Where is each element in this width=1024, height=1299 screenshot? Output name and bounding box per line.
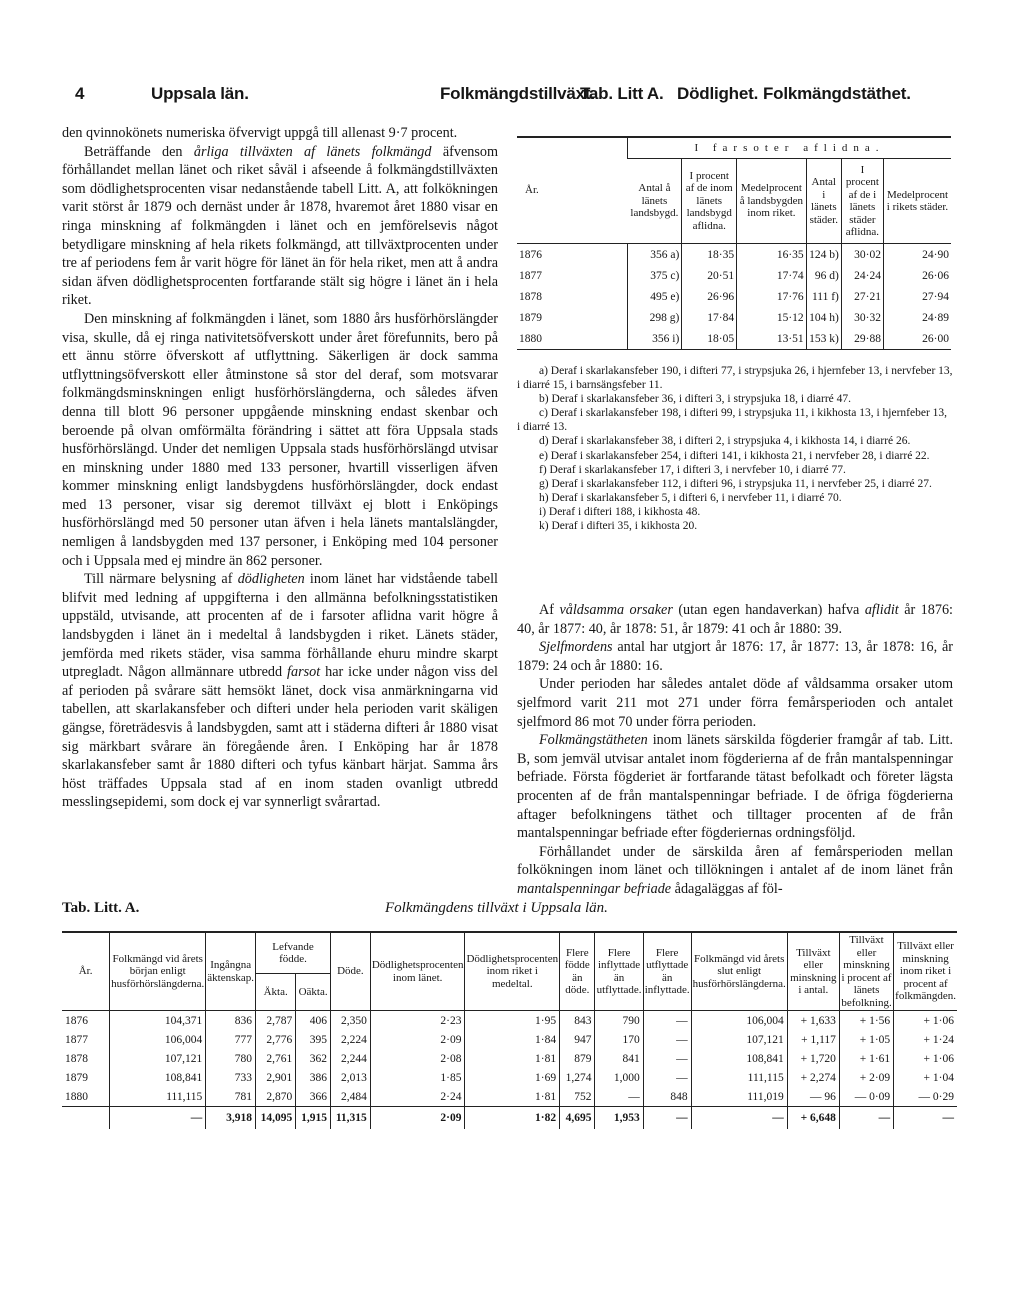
table-cell: 2,224 (330, 1030, 370, 1049)
table-row (62, 1068, 957, 1087)
table-label: Tab. Litt. A. (62, 900, 140, 916)
right-column (517, 601, 953, 899)
table-cell: 362 (296, 1049, 331, 1068)
table-cell: — 0·29 (894, 1087, 957, 1107)
table-cell: 366 (296, 1087, 331, 1107)
table-row (517, 265, 951, 286)
table-cell: 104 h) (806, 307, 841, 328)
table-cell: 30·32 (841, 307, 883, 328)
table-cell: — (643, 1049, 691, 1068)
table-cell: 107,121 (110, 1049, 206, 1068)
column-header: Oäkta. (296, 974, 331, 1011)
column-header: Medelprocent å landsbygden inom riket. (737, 159, 807, 244)
column-header-year: År. (62, 932, 110, 1011)
footnote: f) Deraf i skarlakansfeber 17, i difteri 3, i nervfeber 10, i diarré 77. (539, 463, 846, 476)
table-cell: 781 (206, 1087, 256, 1107)
table-cell: 20·51 (682, 265, 737, 286)
page-number: 4 (75, 84, 85, 103)
footnote: d) Deraf i skarlakansfeber 38, i difteri 2, i strypsjuka 4, i kikhosta 14, i diarré 26. (539, 435, 911, 448)
column-header: Antal i länets städer. (806, 159, 841, 244)
table-cell: 24·89 (883, 307, 951, 328)
year-cell: 1880 (65, 1090, 88, 1103)
footnote: k) Deraf i difteri 35, i kikhosta 20. (539, 520, 698, 533)
table-row (62, 1011, 957, 1031)
table-title: Folkmängdens tillväxt i Uppsala län. (385, 900, 608, 916)
tab-reference: Tab. Litt A. (580, 84, 664, 103)
table-cell: 733 (206, 1068, 256, 1087)
table-cell: 2,901 (256, 1068, 296, 1087)
table-cell: 2,870 (256, 1087, 296, 1107)
table-cell: 841 (595, 1049, 643, 1068)
table-cell: 17·84 (682, 307, 737, 328)
table-cell: 2,484 (330, 1087, 370, 1107)
table-cell: 836 (206, 1011, 256, 1031)
year-cell: 1880 (517, 328, 628, 350)
footnote: i) Deraf i difteri 188, i kikhosta 48. (539, 505, 701, 518)
table-cell: 96 d) (806, 265, 841, 286)
table-cell: 1·85 (370, 1068, 465, 1087)
table-row (62, 1087, 957, 1107)
column-header: I procent af de i länets städer aflidna. (841, 159, 883, 244)
table-cell: 356 i) (628, 328, 682, 350)
table-cell: 2,013 (330, 1068, 370, 1087)
table-cell: + 1,720 (787, 1049, 839, 1068)
table-cell: 107,121 (691, 1030, 787, 1049)
table-cell: — 0·09 (839, 1087, 893, 1107)
total-cell: — (839, 1107, 893, 1130)
table-cell: 879 (560, 1049, 595, 1068)
section-title: Folkmängdstillväxt. (440, 84, 595, 103)
table-cell: + 2·09 (839, 1068, 893, 1087)
table-cell: 947 (560, 1030, 595, 1049)
column-header: Tillväxt eller minskning i procent af länets befolkning. (841, 934, 892, 1009)
year-cell: 1877 (65, 1033, 88, 1046)
table-cell: 106,004 (110, 1030, 206, 1049)
table-cell: 30·02 (841, 244, 883, 266)
table-row (62, 1049, 957, 1068)
paragraph-growth: Beträffande den årliga tillväxten af länets folkmängd äfvensom förhållandet mellan länet och riket såväl i afseende å folkmängdstillväxten som dödlighetsprocenten visar nedanstående tabell Litt. A, att folkökningen varit störst år 1879 och dernäst under år 1878, hvaremot året 1880 visar en ringa minskning af folkmängden i länet och en jemförelsevis något betydligare minskning af hela rikets folkmängd, att tillväxtprocenten under tre af periodens fem år varit högre för länet än för hela riket, men att å andra sidan äfven dödlighetsprocenten fortfarande stält sig högre i länet än i hela riket. (62, 143, 498, 309)
paragraph-decrease: Den minskning af folkmängden i länet, som 1880 års husförhörslängder visa, skulle, då ej ringa nativitetsöfverskott under året förefunnits, bero på ett ännu större öfverskott af utflyttning. Säkerligen är dock samma utflyttningsöfverskott eller åtminstone så stor del deraf, som motsvarar folkmängdsminskningen enligt husförhörslängderna, och således äfven denna till blott 96 personer uppgående minskning endast skenbar och beroende på olvan omförmälta förändring i sättet att föra Uppsala stads husförhörslängd. Under det nemligen Uppsala stads husförhörslängd utvisar en minskning under 1880 med 133 personer, hvartill visserligen äfven kommer minskning enligt landsbygdens husförhörslängder, dock endast med 13 personer, visar sig deremot tillväxt ej blott i Enköpings husförhörslängd med 50 personer utan äfven i hela länets mantalslängder, nemligen å landsbygden med 137 personer, i Enköping med 104 personer och i Uppsala med ej mindre än 862 personer. (62, 310, 498, 569)
table-cell: 108,841 (691, 1049, 787, 1068)
column-header: Flere inflyttade än utflyttade. (595, 932, 643, 1011)
footnote: b) Deraf i skarlakansfeber 36, i difteri 3, i strypsjuka 18, i diarré 47. (539, 393, 851, 406)
table-cell: 111,115 (110, 1087, 206, 1107)
table-cell: 24·24 (841, 265, 883, 286)
table-cell: 1·81 (465, 1049, 560, 1068)
footnote: h) Deraf i skarlakansfeber 5, i difteri 6, i nervfeber 11, i diarré 70. (539, 491, 842, 504)
table-cell: 106,004 (691, 1011, 787, 1031)
group-header: I farsoter aflidna. (628, 137, 952, 159)
table-cell: 752 (560, 1087, 595, 1107)
paragraph-violent: Af våldsamma orsaker (utan egen handaverkan) hafva aflidit år 1876: 40, år 1877: 40, år 1878: 51, år 1879: 41 och år 1880: 39. (517, 602, 953, 637)
column-header: Folkmängd vid årets början enligt husförhörslängderna. (110, 932, 206, 1011)
table-cell: 108,841 (110, 1068, 206, 1087)
topic-density: Folkmängdstäthet. (763, 84, 911, 103)
table-cell: 395 (296, 1030, 331, 1049)
table-cell: + 1,633 (787, 1011, 839, 1031)
table-cell: 104,371 (110, 1011, 206, 1031)
table-cell: + 1·06 (894, 1049, 957, 1068)
table-cell: 2,244 (330, 1049, 370, 1068)
paragraph-period: Under perioden har således antalet döde af våldsamma orsaker utom sjelfmord varit 211 mot 271 under förra femårsperioden och antalet sjelfmord 86 mot 70 under förra perioden. (517, 676, 953, 730)
table-cell: 111 f) (806, 286, 841, 307)
total-cell: 1,953 (595, 1107, 643, 1130)
table-cell: 16·35 (737, 244, 807, 266)
table-cell: 495 e) (628, 286, 682, 307)
table-cell: 17·76 (737, 286, 807, 307)
paragraph-relation: Förhållandet under de särskilda åren af femårsperioden mellan folkökningen inom länet och tillökningen i antalet af de inom länet från mantalspenningar befriade ådagaläggas af föl- (517, 843, 953, 897)
column-header: Döde. (330, 932, 370, 1011)
table-cell: 27·21 (841, 286, 883, 307)
paragraph: den qvinnokönets numeriska öfvervigt uppgå till allenast 9·7 procent. (62, 125, 458, 141)
column-header: Äkta. (256, 974, 296, 1011)
column-header-year: År. (517, 137, 628, 244)
table-cell: — (643, 1030, 691, 1049)
column-header: Flere födde än döde. (560, 932, 595, 1011)
table-cell: 111,115 (691, 1068, 787, 1087)
table-cell: + 1,117 (787, 1030, 839, 1049)
table-cell: 124 b) (806, 244, 841, 266)
total-cell: — (110, 1107, 206, 1130)
total-cell: — (691, 1107, 787, 1130)
total-cell: 1,915 (296, 1107, 331, 1130)
column-header-born: Lefvande födde. (256, 932, 331, 974)
table-cell: 777 (206, 1030, 256, 1049)
year-cell: 1876 (65, 1014, 88, 1027)
table-cell: — (643, 1011, 691, 1031)
table-cell: 2,787 (256, 1011, 296, 1031)
table-cell: 375 c) (628, 265, 682, 286)
table-row (62, 1030, 957, 1049)
table-cell: 15·12 (737, 307, 807, 328)
table-cell: 848 (643, 1087, 691, 1107)
paragraph-mortality: Till närmare belysning af dödligheten inom länet har vidstående tabell blifvit med ledning af uppgifterna i den allmänna befolkningsstatistiken uppstäld, utvisande, att procenten af de i farsoter aflidna varit högre å landsbygden i länet än i medeltal å landsbygden i riket. Länets städer, jemförda med rikets städer, visa samma förhållande ehuru mindre skarpt utpregladt. Någon allmännare utbredd farsot har icke under någon viss del af perioden på svårare sätt hemsökt länet, dock visa anmärkningarna vid tabellen, att skarlakansfeber och difteri under hela perioden varit skäligen gängse, företrädesvis å landsbygden, samt att i städerna difteri år 1880 visat sig märkbart svårare än föregående åren. I Enköping har år 1878 skarlakansfeber samt år 1880 difteri och tyfus känbart härjat. Samma års höst träffades Uppsala stad af en inom staden ovanligt utbredd messlingsepidemi, som dock ej var synnerligt svårartad. (62, 571, 498, 811)
year-cell: 1876 (519, 248, 542, 261)
footnote: a) Deraf i skarlakansfeber 190, i difteri 77, i strypsjuka 26, i hjernfeber 13, i nervfeber 13, i diarré 15, i barnsängsfeber 11. (517, 365, 953, 392)
table-row (517, 244, 951, 266)
topic-mortality: Dödlighet. (677, 84, 759, 103)
table-cell: 27·94 (883, 286, 951, 307)
table-row (517, 307, 951, 328)
column-header: Antal å länets landsbygd. (628, 159, 682, 244)
table-cell: 24·90 (883, 244, 951, 266)
column-header: Tillväxt eller minskning i antal. (787, 932, 839, 1011)
total-cell: — (643, 1107, 691, 1130)
column-header: Tillväxt eller minskning inom riket i procent af folkmängden. (894, 932, 957, 1011)
footnote: e) Deraf i skarlakansfeber 254, i difteri 141, i kikhosta 21, i nervfeber 28, i diarré 22. (539, 449, 930, 462)
total-label-cell (62, 1107, 110, 1130)
table-cell: + 1·05 (839, 1030, 893, 1049)
year-cell: 1877 (519, 269, 542, 282)
total-row (62, 1107, 957, 1130)
table-cell: + 1·04 (894, 1068, 957, 1087)
table-cell: 780 (206, 1049, 256, 1068)
total-cell: 1·82 (465, 1107, 560, 1130)
footnote: g) Deraf i skarlakansfeber 112, i difteri 96, i strypsjuka 11, i nervfeber 25, i diarré 27. (539, 477, 932, 490)
total-cell: 2·09 (370, 1107, 465, 1130)
year-cell: 1878 (65, 1052, 88, 1065)
total-cell: 3,918 (206, 1107, 256, 1130)
year-cell: 1879 (65, 1071, 88, 1084)
table-cell: + 1·56 (839, 1011, 893, 1031)
epidemic-deaths-table (517, 136, 951, 350)
table-cell: — 96 (787, 1087, 839, 1107)
table-cell: 2·23 (370, 1011, 465, 1031)
table-cell: 1·84 (465, 1030, 560, 1049)
table-cell: 386 (296, 1068, 331, 1087)
table-cell: 17·74 (737, 265, 807, 286)
table-cell: — (595, 1087, 643, 1107)
table-cell: 170 (595, 1030, 643, 1049)
table-cell: 1·69 (465, 1068, 560, 1087)
table-cell: + 1·06 (894, 1011, 957, 1031)
table-cell: 26·06 (883, 265, 951, 286)
table-cell: 13·51 (737, 328, 807, 350)
footnotes (517, 364, 953, 533)
table-cell: 1,274 (560, 1068, 595, 1087)
region-title: Uppsala län. (151, 84, 249, 103)
year-cell: 1879 (519, 311, 542, 324)
column-header: Dödlighetsprocenten inom riket i medeltal. (465, 932, 560, 1011)
total-cell: 4,695 (560, 1107, 595, 1130)
table-cell: 843 (560, 1011, 595, 1031)
total-cell: 11,315 (330, 1107, 370, 1130)
column-header: Ingångna äktenskap. (206, 932, 256, 1011)
table-cell: 26·96 (682, 286, 737, 307)
table-cell: 2·24 (370, 1087, 465, 1107)
table-row (517, 328, 951, 350)
column-header: Medelprocent i rikets städer. (883, 159, 951, 244)
table-cell: 1·95 (465, 1011, 560, 1031)
table-cell: 298 g) (628, 307, 682, 328)
table-cell: 790 (595, 1011, 643, 1031)
total-cell: — (894, 1107, 957, 1130)
table-cell: 2·08 (370, 1049, 465, 1068)
population-growth-table (62, 931, 957, 1129)
table-cell: — (643, 1068, 691, 1087)
table-cell: 2·09 (370, 1030, 465, 1049)
table-row (517, 286, 951, 307)
table-cell: 18·05 (682, 328, 737, 350)
table-cell: 356 a) (628, 244, 682, 266)
column-header: I procent af de inom länets landsbygd aflidna. (682, 159, 737, 244)
column-header: Folkmängd vid årets slut enligt husförhörslängderna. (691, 932, 787, 1011)
paragraph-density: Folkmängstätheten inom länets särskilda fögderier framgår af tab. Litt. B, som jemväl utvisar antalet inom fögderierna af de från mantalspenningar befriade. Första fögderiet är fortfarande tätast befolkadt och företer lägsta procenten af de från mantalspenningar befriade. I de öfriga fögderierna aftager befolkningens täthet och tilltager procenten af de från mantalspenningar befriade efter fögderiernas ordningsföljd. (517, 732, 953, 842)
total-cell: 14,095 (256, 1107, 296, 1130)
footnote: c) Deraf i skarlakansfeber 198, i difteri 99, i strypsjuka 11, i kikhosta 13, i hjernfeber 13, i diarré 13. (517, 407, 948, 434)
table-cell: 29·88 (841, 328, 883, 350)
table-cell: 153 k) (806, 328, 841, 350)
table-cell: 1·81 (465, 1087, 560, 1107)
total-cell: + 6,648 (787, 1107, 839, 1130)
table-cell: + 1·61 (839, 1049, 893, 1068)
table-cell: + 1·24 (894, 1030, 957, 1049)
column-header: Dödlighetsprocenten inom länet. (370, 932, 465, 1011)
paragraph-suicide: Sjelfmordens antal har utgjort år 1876: 17, år 1877: 13, år 1878: 16, år 1879: 24 och år 1880: 16. (517, 639, 953, 674)
table-cell: 18·35 (682, 244, 737, 266)
table-cell: 26·00 (883, 328, 951, 350)
table-cell: 2,761 (256, 1049, 296, 1068)
table-cell: + 2,274 (787, 1068, 839, 1087)
year-cell: 1878 (519, 290, 542, 303)
table-cell: 2,350 (330, 1011, 370, 1031)
column-header: Flere utflyttade än inflyttade. (643, 932, 691, 1011)
table-cell: 406 (296, 1011, 331, 1031)
left-column (62, 124, 498, 812)
table-cell: 1,000 (595, 1068, 643, 1087)
table-cell: 2,776 (256, 1030, 296, 1049)
table-cell: 111,019 (691, 1087, 787, 1107)
